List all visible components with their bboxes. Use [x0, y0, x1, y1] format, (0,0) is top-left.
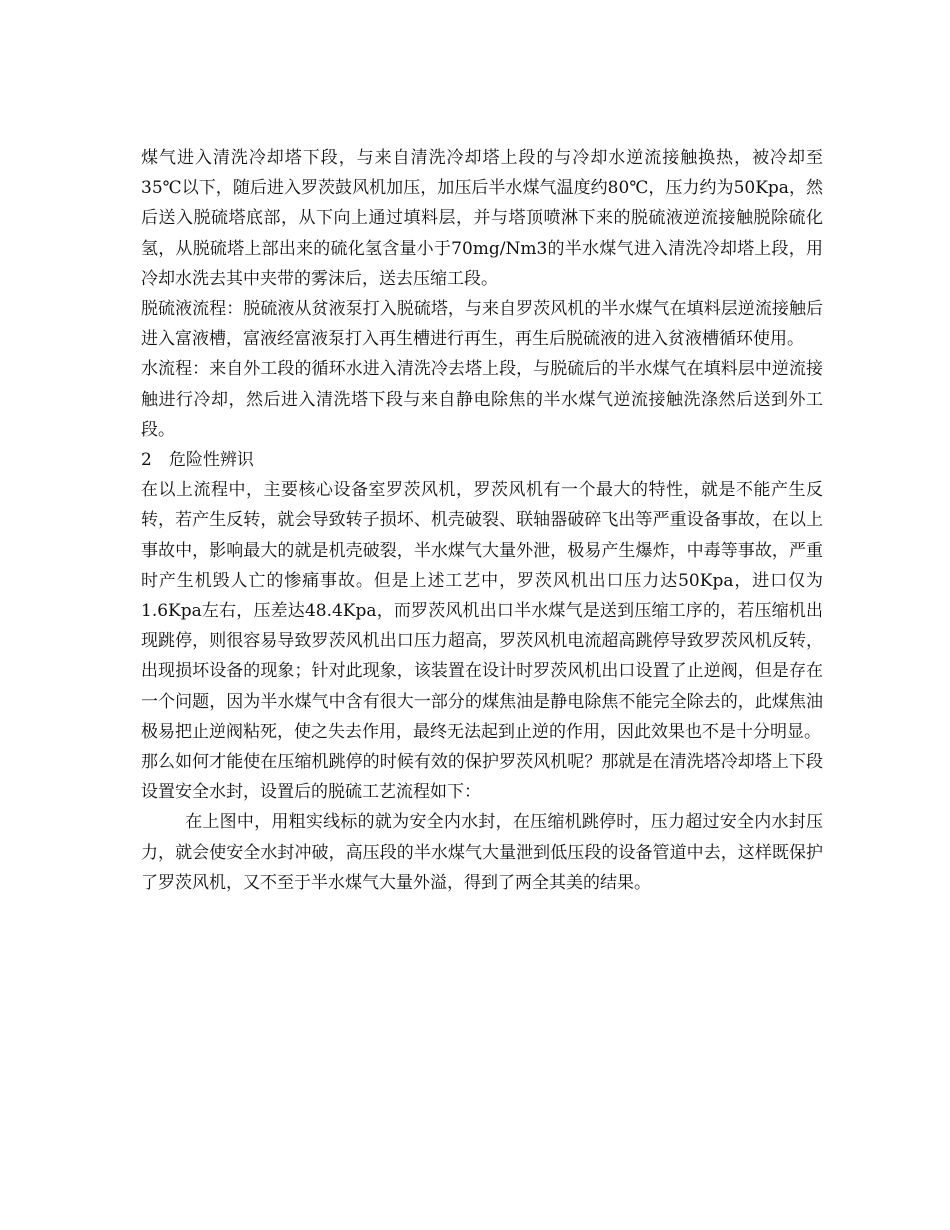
paragraph-water-seal-conclusion: 在上图中，用粗实线标的就为安全内水封，在压缩机跳停时，压力超过安全内水封压力，就会使安全水封冲破，高压段的半水煤气大量泄到低压段的设备管道中去，这样既保护了罗茨风机，又不至于半水煤气大量外溢，得到了两全其美的结果。	[141, 812, 823, 893]
paragraph-desulfurization-liquid-process: 脱硫液流程：脱硫液从贫液泵打入脱硫塔，与来自罗茨风机的半水煤气在填料层逆流接触后进入富液槽，富液经富液泵打入再生槽进行再生，再生后脱硫液的进入贫液槽循环使用。	[141, 299, 823, 350]
document-body	[141, 143, 823, 898]
section-heading-hazard-identification: 2 危险性辨识	[141, 450, 254, 471]
paragraph-hazard-analysis: 在以上流程中，主要核心设备室罗茨风机，罗茨风机有一个最大的特性，就是不能产生反转，若产生反转，就会导致转子损坏、机壳破裂、联轴器破碎飞出等严重设备事故，在以上事故中，影响最大的就是机壳破裂，半水煤气大量外泄，极易产生爆炸，中毒等事故，严重时产生机毁人亡的惨痛事故。但是上述工艺中，罗茨风机出口压力达50Kpa，进口仅为1.6Kpa左右，压差达48.4Kpa，而罗茨风机出口半水煤气是送到压缩工序的，若压缩机出现跳停，则很容易导致罗茨风机出口压力超高，罗茨风机电流超高跳停导致罗茨风机反转，出现损坏设备的现象；针对此现象，该装置在设计时罗茨风机出口设置了止逆阀，但是存在一个问题，因为半水煤气中含有很大一部分的煤焦油是静电除焦不能完全除去的，此煤焦油极易把止逆阀粘死，使之失去作用，最终无法起到止逆的作用，因此效果也不是十分明显。	[141, 480, 823, 742]
paragraph-water-process: 水流程：来自外工段的循环水进入清洗冷去塔上段，与脱硫后的半水煤气在填料层中逆流接触进行冷却，然后进入清洗塔下段与来自静电除焦的半水煤气逆流接触洗涤然后送到外工段。	[141, 359, 823, 440]
paragraph-water-seal-question: 那么如何才能使在压缩机跳停的时候有效的保护罗茨风机呢？那就是在清洗塔冷却塔上下段设置安全水封，设置后的脱硫工艺流程如下：	[141, 752, 823, 803]
paragraph-coal-gas-process: 煤气进入清洗冷却塔下段，与来自清洗冷却塔上段的与冷却水逆流接触换热，被冷却至35℃以下，随后进入罗茨鼓风机加压，加压后半水煤气温度约80℃，压力约为50Kpa，然后送入脱硫塔底部，从下向上通过填料层，并与塔顶喷淋下来的脱硫液逆流接触脱除硫化氢，从脱硫塔上部出来的硫化氢含量小于70mg/Nm3的半水煤气进入清洗冷却塔上段，用冷却水洗去其中夹带的雾沫后，送去压缩工段。	[141, 148, 823, 289]
